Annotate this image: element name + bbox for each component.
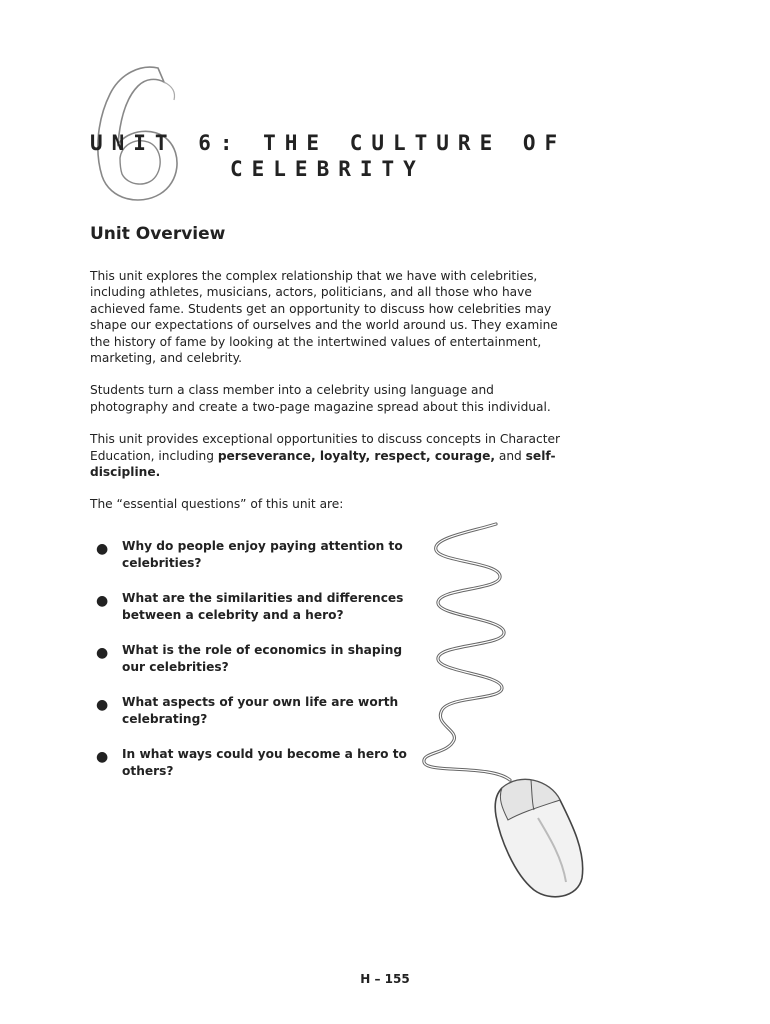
question-text: What are the similarities and differences between a celebrity and a hero? xyxy=(122,591,404,622)
self-discipline-term: self-discipline. xyxy=(90,448,556,480)
bullet-icon: ● xyxy=(96,593,109,609)
unit-title xyxy=(90,130,566,182)
bullet-icon: ● xyxy=(96,749,109,765)
section-heading: Unit Overview xyxy=(90,224,226,244)
bullet-icon: ● xyxy=(96,645,109,661)
paragraph-3-and: and xyxy=(494,448,526,463)
paragraph-3-text: This unit provides exceptional opportunities to discuss concepts in Character Education, including xyxy=(90,432,560,463)
unit-title-line-2: CELEBRITY xyxy=(230,157,425,181)
list-item xyxy=(96,642,426,676)
overview-paragraph-2: Students turn a class member into a celebrity using language and photography and create a two-page magazine spread about this individual. xyxy=(90,383,551,414)
question-text: What is the role of economics in shaping our celebrities? xyxy=(122,643,403,674)
unit-title-line-1: UNIT 6: THE CULTURE OF xyxy=(90,131,567,155)
list-item xyxy=(96,694,426,728)
overview-body xyxy=(90,268,570,529)
question-text: In what ways could you become a hero to others? xyxy=(122,747,407,778)
question-text: Why do people enjoy paying attention to celebrities? xyxy=(122,539,403,570)
overview-paragraph-1: This unit explores the complex relationship that we have with celebrities, including athletes, musicians, actors, politicians, and all those who have achieved fame. Students get an opportunity to discuss how celebrities may shape our expectations of ourselves and the world around us. They examine the history of fame by looking at the intertwined values of entertainment, marketing, and celebrity. xyxy=(90,269,558,366)
question-text: What aspects of your own life are worth celebrating? xyxy=(122,695,399,726)
overview-paragraph-3 xyxy=(90,431,570,480)
overview-paragraph-4: The “essential questions” of this unit are: xyxy=(90,497,344,512)
list-item xyxy=(96,538,426,572)
list-item xyxy=(96,746,426,780)
bullet-icon: ● xyxy=(96,541,109,557)
bullet-icon: ● xyxy=(96,697,109,713)
computer-mouse-illustration xyxy=(410,518,600,908)
list-item xyxy=(96,590,426,624)
character-concepts: perseverance, loyalty, respect, courage, xyxy=(217,448,495,463)
page-number: H – 155 xyxy=(360,972,410,986)
essential-questions-list xyxy=(96,538,426,798)
